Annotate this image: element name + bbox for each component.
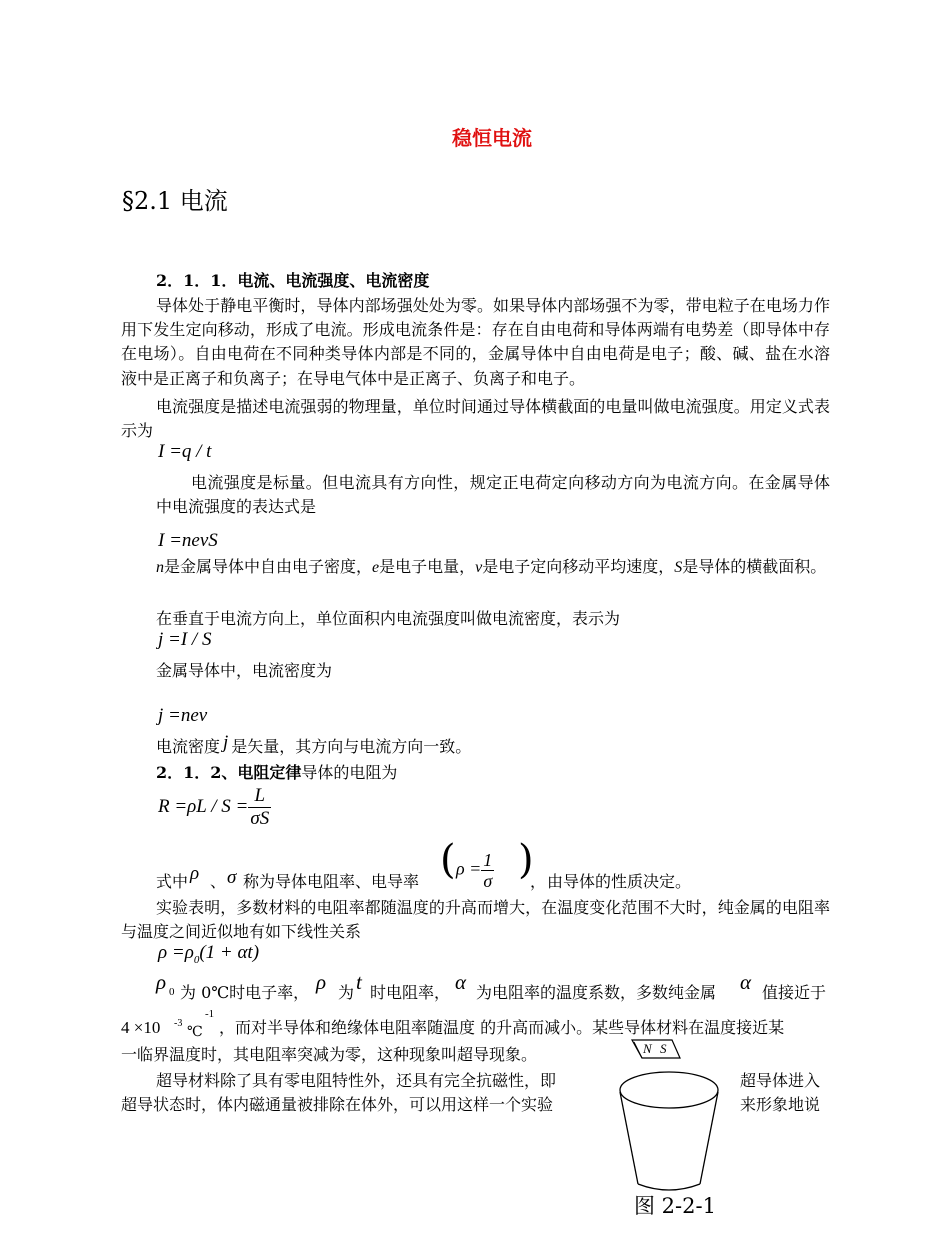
formula-i-nevs: I =nevS (158, 530, 218, 551)
unit-celsius: ℃ (187, 1024, 203, 1040)
paragraph-current-density: 在垂直于电流方向上，单位面积内电流强度叫做电流密度，表示为 (156, 609, 621, 628)
p7-text-2: 是矢量，其方向与电流方向一致。 (231, 737, 472, 756)
page-title: 稳恒电流 (452, 126, 532, 150)
coefficient-base: 4 ×10 (121, 1018, 161, 1037)
fraction-denominator: σS (250, 808, 270, 829)
var-j: j (223, 732, 229, 753)
subsection-title: 电阻定律 (237, 763, 302, 782)
formula-rho-rhs: (1 + αt) (199, 942, 260, 963)
paragraph-variable-definitions (121, 555, 830, 580)
coefficient-exponent: -3 (174, 1018, 183, 1029)
paragraph-coefficient-value (121, 1004, 830, 1040)
paren-fraction (481, 850, 494, 891)
var-alpha: α (455, 970, 467, 994)
formula-j-i-s: j =I / S (158, 629, 212, 650)
p10-text-4: 为电阻率的温度系数，多数纯金属 (476, 983, 717, 1002)
formula-resistance (158, 785, 271, 830)
fraction-numerator: L (248, 785, 271, 808)
p4-text-3: 是电子定向移动平均速度， (482, 557, 675, 576)
unit-exponent: -1 (205, 1008, 215, 1020)
var-rho0: ρ (156, 970, 167, 994)
formula-i-q-t: I =q / t (158, 441, 212, 462)
paren-left: ( (440, 837, 456, 883)
paragraph-current-scalar: 电流强度是标量。但电流具有方向性，规定正电荷定向移动方向为电流方向。在金属导体中电流强度的表达式是 (156, 473, 830, 517)
formula-rho-temperature (158, 942, 259, 966)
paragraph-current-formation: 导体处于静电平衡时，导体内部场强处处为零。如果导体内部场强不为零，带电粒子在电场力作用下发生定向移动，形成了电流。形成电流条件是：存在自由电荷和导体两端有电势差（即导体中存在电场）。自由电荷在不同种类导体内部是不同的，金属导体中自由电荷是电子；酸、碱、盐在水溶液中是正离子和负离子；在导电气体中是正离子、负离子和电子。 (121, 296, 830, 388)
var-v: v (475, 559, 483, 576)
paragraph-current-intensity: 电流强度是描述电流强弱的物理量，单位时间通过导体横截面的电量叫做电流强度。用定义式表示为 (121, 397, 830, 441)
paren-denominator: σ (483, 871, 493, 891)
paren-lhs: ρ = (456, 858, 482, 879)
p8-sep: 、 (210, 872, 227, 891)
p11-text: ，而对半导体和绝缘体电阻率随温度 的升高而减小。某些导体材料在温度接近某 (219, 1018, 785, 1037)
paragraph-diamagnetism-left-2: 超导状态时，体内磁通量被排除在体外，可以用这样一个实验 (121, 1095, 554, 1114)
p8-text-2: 称为导体电阻率、电导率 (243, 872, 420, 891)
p4-text-4: 是导体的横截面积。 (682, 557, 827, 576)
paren-right: ) (518, 837, 534, 883)
formula-rho-lhs: ρ =ρ (158, 942, 194, 963)
magnet-bar (632, 1040, 680, 1058)
figure-caption: 图 2-2-1 (634, 1194, 716, 1218)
subsection-heading-2-1-1: 2．1．1．电流、电流强度、电流密度 (156, 271, 430, 290)
formula-resistance-fraction (248, 785, 271, 830)
var-rho0-subscript: 0 (169, 986, 175, 998)
magnet-n-label: N (643, 1041, 652, 1056)
figure-superconductor-bowl (612, 1036, 740, 1196)
paragraph-temperature-coefficient (156, 970, 830, 1004)
var-n: n (156, 559, 164, 576)
var-rho: ρ (190, 863, 200, 884)
formula-resistance-lhs: R =ρL / S = (158, 795, 249, 817)
paragraph-metal-density: 金属导体中，电流密度为 (156, 661, 333, 680)
paren-formula (456, 850, 494, 891)
paren-numerator: 1 (483, 850, 493, 870)
p8-comma: ， (530, 872, 547, 891)
formula-j-nev: j =nev (158, 705, 208, 726)
p8-text-1: 式中 (156, 872, 189, 891)
p10-text-1: 为 0℃时电子率， (180, 983, 310, 1002)
p10-text-3: 时电阻率， (370, 983, 451, 1002)
var-s: S (674, 559, 683, 576)
paragraph-diamagnetism-right-2: 来形象地说 (740, 1095, 821, 1114)
var-alpha-2: α (740, 970, 752, 994)
section-heading: §2.1 电流 (122, 187, 228, 215)
var-e: e (372, 559, 380, 576)
paragraph-density-vector (156, 732, 472, 757)
p7-text-1: 电流密度 (156, 737, 221, 756)
var-sigma: σ (227, 867, 237, 888)
superconductor-bowl (620, 1072, 718, 1190)
formula-rho-subscript: 0 (193, 953, 200, 966)
p8-text-3: 由导体的性质决定。 (547, 872, 692, 891)
p4-text-2: 是电子电量， (379, 557, 476, 576)
paragraph-diamagnetism-left-1: 超导材料除了具有零电阻特性外，还具有完全抗磁性，即 (156, 1071, 557, 1090)
subsection-number: 2．1．2、 (156, 763, 238, 782)
p10-text-2: 为 (338, 983, 355, 1002)
subsection-heading-2-1-2 (156, 763, 397, 783)
paragraph-diamagnetism-right-1: 超导体进入 (740, 1071, 821, 1090)
p10-text-5: 值接近于 (762, 983, 827, 1002)
magnet-s-label: S (660, 1041, 667, 1056)
paragraph-temperature-relation: 实验表明，多数材料的电阻率都随温度的升高而增大，在温度变化范围不大时，纯金属的电阻率与温度之间近似地有如下线性关系 (121, 898, 830, 942)
paragraph-superconductivity: 一临界温度时，其电阻率突减为零，这种现象叫超导现象。 (121, 1045, 538, 1064)
var-rho-t: ρ (316, 970, 327, 994)
var-t: t (356, 970, 362, 994)
subsection-tail: 导体的电阻为 (301, 763, 398, 782)
p4-text-1: 是金属导体中自由电子密度， (164, 557, 373, 576)
